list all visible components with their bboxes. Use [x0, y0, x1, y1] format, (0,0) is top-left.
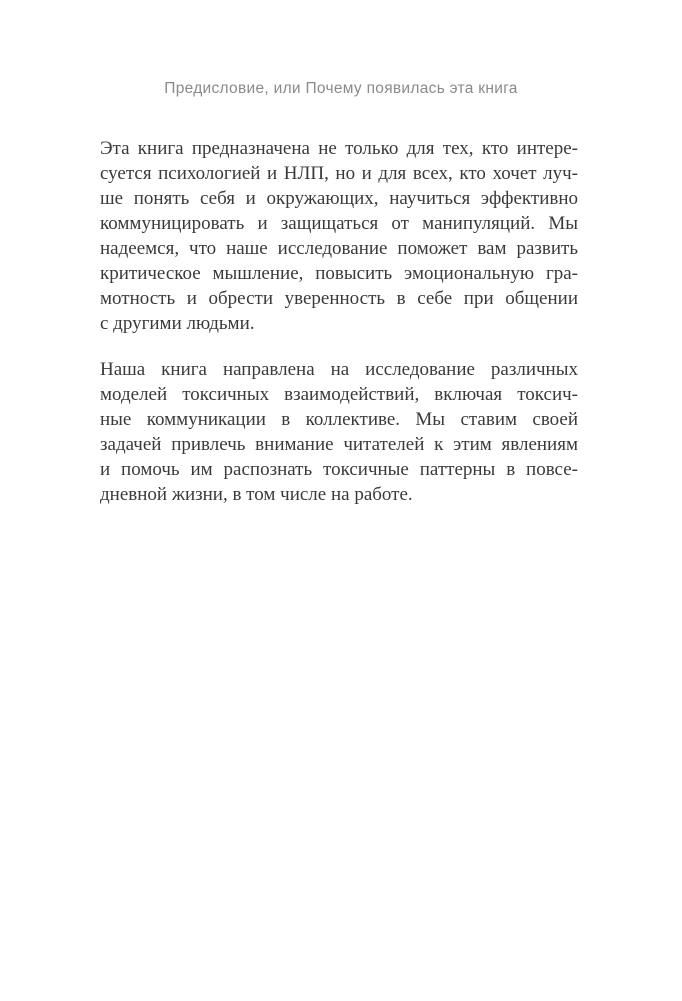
body-text-block	[100, 136, 578, 528]
text-line: суется психологией и НЛП, но и для всех, кто хочет луч-	[100, 163, 578, 184]
text-line: моделей токсичных взаимодействий, включая токсич-	[100, 384, 578, 405]
text-line: Эта книга предназначена не только для тех, кто интере-	[100, 138, 578, 159]
paragraph	[100, 136, 578, 336]
text-line: мотность и обрести уверенность в себе при общении	[100, 288, 578, 309]
text-line: надеемся, что наше исследование поможет вам развить	[100, 238, 578, 259]
text-line: и помочь им распознать токсичные паттерны в повсе-	[100, 459, 578, 480]
text-line: коммуницировать и защищаться от манипуляций. Мы	[100, 213, 578, 234]
text-line: Наша книга направлена на исследование различных	[100, 359, 578, 380]
paragraph	[100, 357, 578, 507]
text-line: задачей привлечь внимание читателей к этим явлениям	[100, 434, 578, 455]
text-line: критическое мышление, повысить эмоциональную гра-	[100, 263, 578, 284]
running-head: Предисловие, или Почему появилась эта книга	[164, 80, 518, 97]
text-line: с другими людьми.	[100, 313, 255, 334]
text-line: ные коммуникации в коллективе. Мы ставим своей	[100, 409, 578, 430]
text-line: дневной жизни, в том числе на работе.	[100, 484, 413, 505]
text-line: ше понять себя и окружающих, научиться эффективно	[100, 188, 578, 209]
